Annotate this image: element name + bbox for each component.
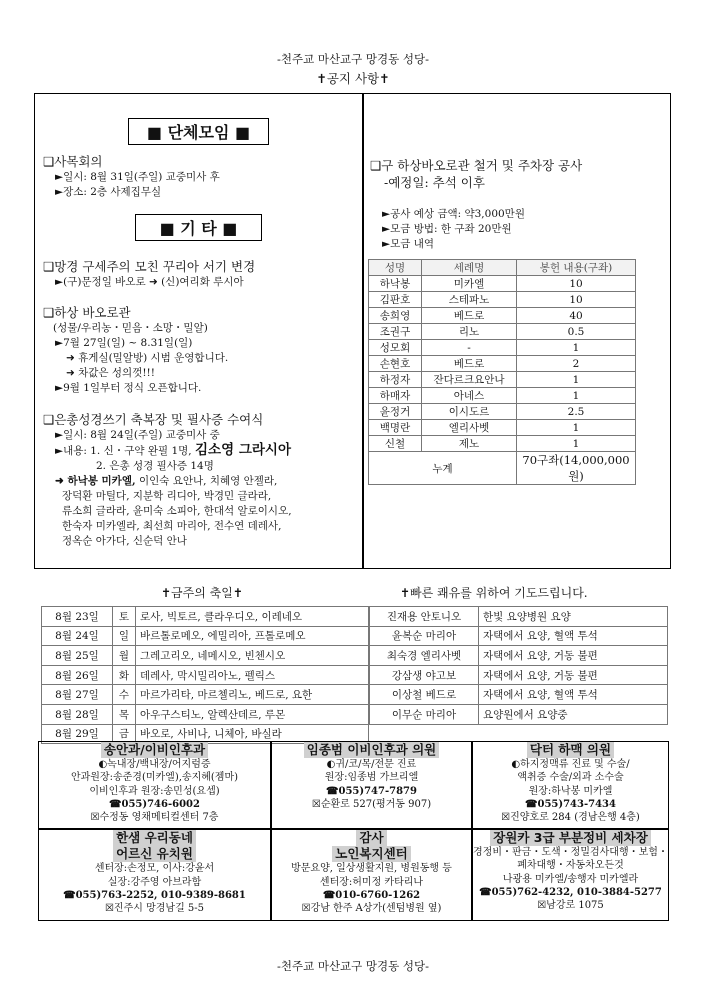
- col-header: 성명: [369, 260, 422, 276]
- project-title: ❑구 하상바오로관 철거 및 주차장 공사: [370, 158, 583, 173]
- feast-date: 8월 27일: [42, 685, 113, 705]
- donation-cell: 조권구: [369, 324, 422, 340]
- ad-line: ◐하지정맥류 진료 및 수술/: [511, 759, 630, 771]
- sick-person: 진재용 안토니오: [370, 607, 479, 627]
- award-time: ►일시: 8월 24일(주일) 교중미사 중: [55, 429, 220, 441]
- feast-row: [42, 704, 369, 724]
- feasts-table: [41, 606, 369, 744]
- feast-row: [42, 607, 369, 627]
- col-header: 세례명: [422, 260, 517, 276]
- curia-detail: ►(구)문정일 바오로 ➜ (신)여리화 루시아: [55, 276, 244, 288]
- feast-date: 8월 26일: [42, 665, 113, 685]
- ad-gamsa-welfare: [271, 829, 472, 921]
- feast-weekday: 화: [113, 665, 136, 685]
- donation-cell: 아네스: [422, 388, 517, 404]
- ad-line: 센터장:손정모, 이사:강윤서: [94, 863, 215, 875]
- donation-cell: 잔다르크요안나: [422, 372, 517, 388]
- sick-row: [370, 704, 668, 724]
- donation-cell: 성모회: [369, 340, 422, 356]
- donation-cell: 0.5: [517, 324, 636, 340]
- donation-cell: 2: [517, 356, 636, 372]
- feast-row: [42, 646, 369, 666]
- ad-name: 송안과/이비인후과: [101, 742, 208, 758]
- ad-line: 폐차대행・자동차오든것: [517, 860, 624, 872]
- donation-row: [369, 372, 636, 388]
- feast-date: 8월 28일: [42, 704, 113, 724]
- feast-saints: 그레고리오, 네메시오, 빈첸시오: [136, 646, 369, 666]
- sick-status: 요양원에서 요양중: [479, 704, 668, 724]
- donation-row: [369, 388, 636, 404]
- donation-header-row: [369, 260, 636, 276]
- donation-total-row: [369, 452, 636, 485]
- ad-line: 방문요양, 일상생활지원, 병원동행 등: [291, 863, 452, 875]
- ad-line: 센터장:허미정 카타리나: [319, 876, 424, 888]
- ad-line: 안과원장:송준경(미카엘),송지혜(젬마): [70, 772, 239, 784]
- award-title: ❑은총성경쓰기 축복장 및 필사증 수여식: [43, 412, 264, 427]
- donation-cell: 이시도르: [422, 404, 517, 420]
- ad-address: ☒강남 한주 A상가(센텀병원 옆): [301, 903, 442, 915]
- recip-line: 정옥순 아가다, 신순덕 안나: [62, 535, 187, 547]
- ad-address: ☒수정동 영채메티컬센터 7층: [90, 812, 219, 824]
- curia-title: ❑망경 구세주의 모친 꾸리아 서기 변경: [43, 259, 256, 274]
- ad-line: 이비인후과 원장:송민성(요셉): [89, 785, 220, 797]
- donation-cell: 김판호: [369, 292, 422, 308]
- feast-weekday: 금: [113, 724, 136, 744]
- hall-open: ►9월 1일부터 정식 오픈합니다.: [55, 382, 202, 394]
- col-header: 봉헌 내용(구좌): [517, 260, 636, 276]
- ad-line: 원장:하낙봉 미카엘: [528, 785, 613, 797]
- hall-line2: ➜ 차값은 성의껏!!!: [66, 367, 155, 379]
- feast-weekday: 목: [113, 704, 136, 724]
- sick-status: 한빛 요양병원 요양: [479, 607, 668, 627]
- meeting-time: ►일시: 8월 31일(주일) 교중미사 후: [55, 171, 220, 183]
- ad-name-2: 어르신 유치원: [113, 846, 196, 862]
- ad-phone: ☎055)743-7434: [525, 798, 616, 810]
- donation-cell: 10: [517, 292, 636, 308]
- donation-row: [369, 340, 636, 356]
- ad-line: ◐귀/코/목/전문 진료: [326, 759, 417, 771]
- feast-date: 8월 23일: [42, 607, 113, 627]
- ad-address: ☒진주시 망경남길 5-5: [104, 903, 205, 915]
- feast-saints: 마르가리타, 마르첼리노, 베드로, 요한: [136, 685, 369, 705]
- feast-date: 8월 24일: [42, 626, 113, 646]
- donation-cell: 윤정거: [369, 404, 422, 420]
- donation-cell: 2.5: [517, 404, 636, 420]
- donation-cell: 스테파노: [422, 292, 517, 308]
- ad-phone: ☎055)746-6002: [109, 798, 200, 810]
- sick-row: [370, 665, 668, 685]
- meeting-title: ❑사목회의: [43, 154, 103, 169]
- feast-saints: 바르톨로메오, 에밀리아, 프톨로메오: [136, 626, 369, 646]
- sick-table: [369, 606, 668, 725]
- feast-row: [42, 665, 369, 685]
- donation-cell: 베드로: [422, 356, 517, 372]
- ad-line: 경정비・판금・도색・정밀검사대행・보험・: [473, 847, 668, 859]
- total-label: 누계: [369, 452, 517, 485]
- donation-cell: 1: [517, 420, 636, 436]
- sick-row: [370, 646, 668, 666]
- sick-person: 윤복순 마리아: [370, 626, 479, 646]
- hall-title: ❑하상 바오로관: [43, 305, 131, 320]
- donation-cell: 미카엘: [422, 276, 517, 292]
- donation-row: [369, 292, 636, 308]
- feast-saints: 바오로, 사비나, 니체아, 바실라: [136, 724, 369, 744]
- donation-cell: 엘리사벳: [422, 420, 517, 436]
- ad-doctor-hamaek: [472, 741, 669, 829]
- sick-title: ✝빠른 쾌유를 위하여 기도드립니다.: [400, 586, 588, 600]
- project-method: ►모금 방법: 한 구좌 20만원: [382, 223, 512, 235]
- ad-phone: ☎055)747-7879: [326, 785, 417, 797]
- recip-line: 류소희 글라라, 윤미숙 소피아, 한대석 알로이시오,: [62, 505, 292, 517]
- donation-row: [369, 276, 636, 292]
- donation-cell: 송희영: [369, 308, 422, 324]
- award-name: 김소영 그라시아: [195, 442, 291, 458]
- sick-person: 이상철 베드로: [370, 685, 479, 705]
- hall-period: ►7월 27일(일) ~ 8.31일(일): [55, 337, 193, 349]
- donation-cell: 리노: [422, 324, 517, 340]
- donation-table: [368, 259, 636, 485]
- donation-cell: 백명란: [369, 420, 422, 436]
- sick-row: [370, 685, 668, 705]
- sick-person: 최숙경 엘리사벳: [370, 646, 479, 666]
- sick-person: 강삼생 야고보: [370, 665, 479, 685]
- ad-name-2: 노인복지센터: [332, 846, 410, 862]
- donation-cell: -: [422, 340, 517, 356]
- feast-weekday: 일: [113, 626, 136, 646]
- donation-cell: 40: [517, 308, 636, 324]
- donation-cell: 1: [517, 372, 636, 388]
- donation-cell: 하정자: [369, 372, 422, 388]
- ad-lim-ent: [271, 741, 472, 829]
- feasts-title: ✝금주의 축일✝: [161, 586, 243, 600]
- feast-saints: 아우구스티노, 알렉산데르, 루몬: [136, 704, 369, 724]
- donation-cell: 1: [517, 340, 636, 356]
- ad-phone: ☎055)763-2252, 010-9389-8681: [63, 889, 246, 901]
- ad-phone: ☎055)762-4232, 010-3884-5277: [479, 886, 662, 898]
- ad-address: ☒남강로 1075: [537, 900, 604, 912]
- sick-person: 이무순 마리아: [370, 704, 479, 724]
- donation-row: [369, 356, 636, 372]
- sick-row: [370, 607, 668, 627]
- donation-row: [369, 404, 636, 420]
- parish-footer: -천주교 마산교구 망경동 성당-: [276, 959, 430, 973]
- project-budget: ►공사 예상 금액: 약3,000만원: [382, 208, 525, 220]
- meeting-place: ►장소: 2층 사제집무실: [55, 186, 162, 198]
- feast-date: 8월 25일: [42, 646, 113, 666]
- recip-line: 한숙자 미카엘라, 최선희 마리아, 전수연 데레사,: [62, 520, 282, 532]
- ad-phone: ☎010-6760-1262: [322, 889, 421, 901]
- sick-status: 자택에서 요양, 거동 불편: [479, 646, 668, 666]
- donation-cell: 하낙봉: [369, 276, 422, 292]
- donation-cell: 제노: [422, 436, 517, 452]
- ad-line: 원장:임종범 가브리엘: [324, 772, 419, 784]
- ad-name: 닥터 하맥 의원: [527, 742, 614, 758]
- feast-weekday: 수: [113, 685, 136, 705]
- award-recipients: ➜ 하낙봉 미카엘, 이인숙 요안나, 치혜영 안젤라,: [55, 475, 278, 487]
- donation-cell: 1: [517, 436, 636, 452]
- donation-row: [369, 324, 636, 340]
- ad-line: 액취증 수술/외과 소수술: [517, 772, 624, 784]
- project-date: -예정일: 추석 이후: [384, 175, 485, 190]
- ad-address: ☒순환로 527(평거동 907): [311, 798, 432, 810]
- donation-list-label: ►모금 내역: [382, 238, 434, 250]
- feast-saints: 데레사, 막시밀리아노, 펠릭스: [136, 665, 369, 685]
- feast-date: 8월 29일: [42, 724, 113, 744]
- group-meeting-heading: ■ 단체모임 ■: [35, 118, 362, 145]
- recip-line: 장덕환 마틸다, 지분학 리디아, 박경민 글라라,: [62, 490, 272, 502]
- sick-row: [370, 626, 668, 646]
- ad-name: 한샘 우리동네: [113, 830, 196, 846]
- feast-row: [42, 685, 369, 705]
- ad-address: ☒진양호로 284 (경남은행 4층): [501, 812, 640, 824]
- ad-hansaem-daycare: [38, 829, 271, 921]
- donation-cell: 손현호: [369, 356, 422, 372]
- award-content2: 2. 은총 성경 필사증 14명: [96, 460, 214, 472]
- ad-name: 임종범 이비인후과 의원: [304, 742, 439, 758]
- sick-status: 자택에서 요양, 혈액 투석: [479, 626, 668, 646]
- total-value: 70구좌(14,000,000원): [517, 452, 636, 485]
- donation-row: [369, 420, 636, 436]
- etc-heading: ■ 기 타 ■: [35, 214, 362, 241]
- parish-header: -천주교 마산교구 망경동 성당-: [276, 52, 430, 66]
- hall-groups: (성물/우리농・믿음・소망・밀알): [53, 322, 208, 334]
- ad-line: ◐녹내장/백내장/어지럼증: [98, 759, 211, 771]
- hall-line1: ➜ 휴게실(밀알방) 시범 운영합니다.: [66, 352, 229, 364]
- sick-status: 자택에서 요양, 거동 불편: [479, 665, 668, 685]
- feast-row: [42, 626, 369, 646]
- donation-row: [369, 436, 636, 452]
- feast-weekday: 월: [113, 646, 136, 666]
- donation-cell: 하매자: [369, 388, 422, 404]
- ad-line: 실장:강주영 아브라함: [107, 876, 202, 888]
- ad-line: 나광용 미카엘/송행자 미카엘라: [502, 873, 639, 885]
- notice-title: ✝공지 사항✝: [316, 71, 390, 86]
- donation-row: [369, 308, 636, 324]
- sick-status: 자택에서 요양, 혈액 투석: [479, 685, 668, 705]
- donation-cell: 1: [517, 388, 636, 404]
- ad-name: 장원카 3급 부분정비 세차장: [490, 830, 651, 846]
- ad-jangwon-carwash: [472, 829, 669, 921]
- donation-cell: 10: [517, 276, 636, 292]
- donation-cell: 베드로: [422, 308, 517, 324]
- feast-weekday: 토: [113, 607, 136, 627]
- feast-saints: 로사, 빅토르, 클라우디오, 이레네오: [136, 607, 369, 627]
- award-content: ►내용: 1. 신・구약 완필 1명, 김소영 그라시아: [55, 442, 291, 458]
- column-divider: [362, 94, 364, 568]
- ad-song-eye-ent: [38, 741, 271, 829]
- ad-name: 감사: [356, 830, 386, 846]
- donation-cell: 신철: [369, 436, 422, 452]
